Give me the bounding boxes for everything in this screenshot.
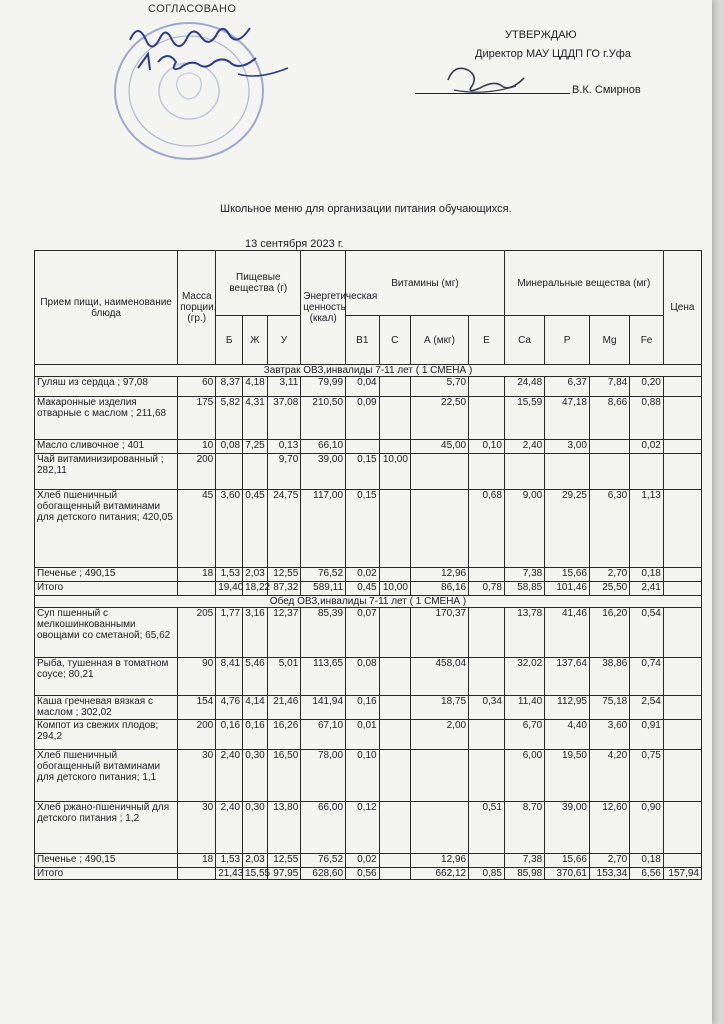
cell-mg: 75,18 — [589, 696, 629, 720]
cell-energy: 78,00 — [301, 750, 346, 802]
col-b1: В1 — [346, 316, 380, 365]
col-meal: Прием пищи, наименование блюда — [35, 251, 178, 365]
cell-price — [663, 582, 701, 596]
cell-c: 10,00 — [379, 582, 410, 596]
cell-a — [410, 490, 468, 568]
cell-mg — [589, 454, 629, 490]
col-b: Б — [216, 316, 243, 365]
cell-e: 0,85 — [469, 868, 505, 880]
table-row — [35, 802, 702, 854]
cell-u: 12,55 — [267, 854, 301, 868]
cell-p: 6,37 — [545, 377, 590, 397]
table-header — [35, 251, 702, 365]
cell-energy: 113,65 — [301, 658, 346, 696]
cell-a: 458,04 — [410, 658, 468, 696]
cell-zh: 0,30 — [243, 802, 268, 854]
col-a: А (мкг) — [410, 316, 468, 365]
cell-b: 2,40 — [216, 750, 243, 802]
cell-zh: 5,46 — [243, 658, 268, 696]
cell-a: 12,96 — [410, 854, 468, 868]
cell-zh — [243, 454, 268, 490]
cell-b1: 0,02 — [346, 568, 380, 582]
cell-mass — [178, 582, 216, 596]
cell-ca: 7,38 — [504, 854, 544, 868]
cell-p: 370,61 — [545, 868, 590, 880]
dish-name: Печенье ; 490,15 — [35, 854, 178, 868]
cell-u: 16,26 — [267, 720, 301, 750]
cell-mass: 200 — [178, 454, 216, 490]
cell-zh: 18,22 — [243, 582, 268, 596]
cell-mg: 25,50 — [589, 582, 629, 596]
cell-mass: 175 — [178, 397, 216, 440]
cell-u: 21,46 — [267, 696, 301, 720]
cell-b: 21,43 — [216, 868, 243, 880]
cell-p: 15,66 — [545, 568, 590, 582]
cell-energy: 628,60 — [301, 868, 346, 880]
cell-b: 5,82 — [216, 397, 243, 440]
cell-price — [663, 440, 701, 454]
cell-u: 3,11 — [267, 377, 301, 397]
col-e: Е — [469, 316, 505, 365]
cell-fe: 0,74 — [630, 658, 664, 696]
cell-fe: 1,13 — [630, 490, 664, 568]
cell-mass: 18 — [178, 854, 216, 868]
cell-mg: 16,20 — [589, 608, 629, 658]
cell-ca — [504, 454, 544, 490]
cell-p: 19,50 — [545, 750, 590, 802]
dish-name: Хлеб ржано-пшеничный для детского питания ; 1,2 — [35, 802, 178, 854]
cell-c — [379, 608, 410, 658]
cell-e — [469, 608, 505, 658]
col-fe: Fe — [630, 316, 664, 365]
cell-b1: 0,09 — [346, 397, 380, 440]
cell-a: 86,16 — [410, 582, 468, 596]
col-mg: Mg — [589, 316, 629, 365]
cell-a — [410, 750, 468, 802]
col-mass: Масса порции, (гр.) — [178, 251, 216, 365]
cell-mg: 2,70 — [589, 568, 629, 582]
cell-energy: 210,50 — [301, 397, 346, 440]
cell-price — [663, 720, 701, 750]
cell-mass — [178, 868, 216, 880]
cell-price — [663, 802, 701, 854]
cell-mg: 2,70 — [589, 854, 629, 868]
cell-b: 8,37 — [216, 377, 243, 397]
cell-ca: 24,48 — [504, 377, 544, 397]
cell-p: 101,46 — [545, 582, 590, 596]
cell-ca: 15,59 — [504, 397, 544, 440]
cell-mg: 12,60 — [589, 802, 629, 854]
cell-b: 1,53 — [216, 854, 243, 868]
cell-u: 87,32 — [267, 582, 301, 596]
cell-a: 22,50 — [410, 397, 468, 440]
cell-b: 8,41 — [216, 658, 243, 696]
cell-e — [469, 454, 505, 490]
cell-e — [469, 377, 505, 397]
table-row — [35, 720, 702, 750]
section-row — [35, 596, 702, 608]
cell-price — [663, 490, 701, 568]
cell-mg: 7,84 — [589, 377, 629, 397]
cell-fe: 0,18 — [630, 854, 664, 868]
cell-zh: 3,16 — [243, 608, 268, 658]
cell-b: 0,16 — [216, 720, 243, 750]
cell-c — [379, 658, 410, 696]
cell-zh: 0,45 — [243, 490, 268, 568]
cell-energy: 589,11 — [301, 582, 346, 596]
cell-e — [469, 658, 505, 696]
dish-name: Суп пшенный с мелкошинкованными овощами со сметаной; 65,62 — [35, 608, 178, 658]
cell-u: 97,95 — [267, 868, 301, 880]
table-row — [35, 696, 702, 720]
cell-c — [379, 490, 410, 568]
cell-c — [379, 750, 410, 802]
cell-c — [379, 802, 410, 854]
dish-name: Рыба, тушенная в томатном соусе; 80,21 — [35, 658, 178, 696]
dish-name: Печенье ; 490,15 — [35, 568, 178, 582]
cell-ca: 9,00 — [504, 490, 544, 568]
cell-fe: 6,56 — [630, 868, 664, 880]
cell-b1: 0,04 — [346, 377, 380, 397]
dish-name: Чай витаминизированный ; 282,11 — [35, 454, 178, 490]
handwritten-signature-agreed — [118, 10, 298, 90]
document-date: 13 сентября 2023 г. — [245, 238, 344, 250]
cell-mg: 6,30 — [589, 490, 629, 568]
cell-a: 12,96 — [410, 568, 468, 582]
section-row — [35, 365, 702, 377]
cell-energy: 39,00 — [301, 454, 346, 490]
col-minerals: Минеральные вещества (мг) — [504, 251, 663, 316]
cell-p: 3,00 — [545, 440, 590, 454]
cell-b1 — [346, 440, 380, 454]
cell-p: 137,64 — [545, 658, 590, 696]
cell-b1: 0,16 — [346, 696, 380, 720]
col-u: У — [267, 316, 301, 365]
menu-table — [34, 250, 702, 880]
cell-fe: 0,02 — [630, 440, 664, 454]
cell-energy: 66,10 — [301, 440, 346, 454]
cell-ca: 6,00 — [504, 750, 544, 802]
cell-p: 29,25 — [545, 490, 590, 568]
cell-e — [469, 568, 505, 582]
cell-ca: 11,40 — [504, 696, 544, 720]
table-row — [35, 440, 702, 454]
cell-e: 0,34 — [469, 696, 505, 720]
cell-a: 5,70 — [410, 377, 468, 397]
cell-b1: 0,56 — [346, 868, 380, 880]
cell-fe: 0,20 — [630, 377, 664, 397]
approve-label: УТВЕРЖДАЮ — [505, 29, 577, 41]
dish-name: Хлеб пшеничный обогащенный витаминами для детского питания; 1,1 — [35, 750, 178, 802]
table-body — [35, 365, 702, 880]
cell-price — [663, 750, 701, 802]
cell-fe: 0,54 — [630, 608, 664, 658]
col-nutrients: Пищевые вещества (г) — [216, 251, 301, 316]
cell-mg: 8,66 — [589, 397, 629, 440]
cell-ca: 6,70 — [504, 720, 544, 750]
col-energy: Энергетическая ценность (ккал) — [301, 251, 346, 365]
table-row — [35, 454, 702, 490]
cell-mass: 45 — [178, 490, 216, 568]
table-row — [35, 582, 702, 596]
cell-u: 12,55 — [267, 568, 301, 582]
cell-b1: 0,02 — [346, 854, 380, 868]
cell-mg: 3,60 — [589, 720, 629, 750]
cell-mass: 90 — [178, 658, 216, 696]
cell-zh: 4,18 — [243, 377, 268, 397]
col-c: С — [379, 316, 410, 365]
cell-ca: 32,02 — [504, 658, 544, 696]
cell-c: 10,00 — [379, 454, 410, 490]
cell-u: 5,01 — [267, 658, 301, 696]
cell-mg: 38,86 — [589, 658, 629, 696]
director-signature — [440, 60, 530, 100]
cell-a: 2,00 — [410, 720, 468, 750]
cell-fe: 0,18 — [630, 568, 664, 582]
section-title: Завтрак ОВЗ,инвалиды 7-11 лет ( 1 СМЕНА ) — [35, 365, 702, 377]
cell-b1: 0,07 — [346, 608, 380, 658]
cell-p: 41,46 — [545, 608, 590, 658]
cell-ca: 2,40 — [504, 440, 544, 454]
cell-u: 24,75 — [267, 490, 301, 568]
cell-b1: 0,15 — [346, 454, 380, 490]
table-row — [35, 658, 702, 696]
dish-name: Гуляш из сердца ; 97,08 — [35, 377, 178, 397]
cell-energy: 141,94 — [301, 696, 346, 720]
cell-price — [663, 854, 701, 868]
cell-price — [663, 608, 701, 658]
document-title: Школьное меню для организации питания обучающихся. — [220, 203, 512, 215]
cell-ca: 8,70 — [504, 802, 544, 854]
cell-e — [469, 750, 505, 802]
table-row — [35, 377, 702, 397]
cell-b1: 0,45 — [346, 582, 380, 596]
cell-c — [379, 720, 410, 750]
cell-zh: 15,55 — [243, 868, 268, 880]
cell-e: 0,68 — [469, 490, 505, 568]
col-zh: Ж — [243, 316, 268, 365]
cell-fe: 0,90 — [630, 802, 664, 854]
cell-energy: 79,99 — [301, 377, 346, 397]
dish-name: Масло сливочное ; 401 — [35, 440, 178, 454]
cell-energy: 76,52 — [301, 568, 346, 582]
cell-p: 47,18 — [545, 397, 590, 440]
cell-e — [469, 397, 505, 440]
cell-c — [379, 868, 410, 880]
cell-zh: 0,30 — [243, 750, 268, 802]
cell-b1: 0,12 — [346, 802, 380, 854]
cell-p: 15,66 — [545, 854, 590, 868]
dish-name: Компот из свежих плодов; 294,2 — [35, 720, 178, 750]
cell-mass: 30 — [178, 802, 216, 854]
cell-b: 1,53 — [216, 568, 243, 582]
cell-a — [410, 802, 468, 854]
table-row — [35, 397, 702, 440]
cell-mass: 10 — [178, 440, 216, 454]
cell-b1: 0,08 — [346, 658, 380, 696]
cell-energy: 66,00 — [301, 802, 346, 854]
dish-name: Итого — [35, 868, 178, 880]
signature-line — [415, 93, 570, 94]
cell-price — [663, 377, 701, 397]
table-row — [35, 868, 702, 880]
cell-ca: 13,78 — [504, 608, 544, 658]
cell-ca: 85,98 — [504, 868, 544, 880]
cell-energy: 76,52 — [301, 854, 346, 868]
cell-fe — [630, 454, 664, 490]
cell-mass: 200 — [178, 720, 216, 750]
cell-u: 9,70 — [267, 454, 301, 490]
cell-b: 0,08 — [216, 440, 243, 454]
cell-fe: 2,54 — [630, 696, 664, 720]
cell-u: 12,37 — [267, 608, 301, 658]
cell-price — [663, 696, 701, 720]
col-vitamins: Витамины (мг) — [346, 251, 505, 316]
cell-energy: 117,00 — [301, 490, 346, 568]
cell-mass: 154 — [178, 696, 216, 720]
cell-fe: 0,75 — [630, 750, 664, 802]
cell-zh: 4,14 — [243, 696, 268, 720]
cell-a: 662,12 — [410, 868, 468, 880]
cell-u: 37,08 — [267, 397, 301, 440]
cell-b: 19,40 — [216, 582, 243, 596]
cell-c — [379, 377, 410, 397]
cell-c — [379, 854, 410, 868]
cell-b: 3,60 — [216, 490, 243, 568]
cell-zh: 7,25 — [243, 440, 268, 454]
table-row — [35, 568, 702, 582]
cell-u: 16,50 — [267, 750, 301, 802]
agreed-label: СОГЛАСОВАНО — [148, 3, 237, 15]
cell-a: 45,00 — [410, 440, 468, 454]
cell-mass: 18 — [178, 568, 216, 582]
cell-a: 170,37 — [410, 608, 468, 658]
cell-b: 2,40 — [216, 802, 243, 854]
cell-mass: 205 — [178, 608, 216, 658]
cell-p: 39,00 — [545, 802, 590, 854]
dish-name: Хлеб пшеничный обогащенный витаминами для детского питания; 420,05 — [35, 490, 178, 568]
cell-price — [663, 454, 701, 490]
cell-fe: 0,88 — [630, 397, 664, 440]
table-row — [35, 490, 702, 568]
dish-name: Макаронные изделия отварные с маслом ; 211,68 — [35, 397, 178, 440]
dish-name: Итого — [35, 582, 178, 596]
cell-b1: 0,01 — [346, 720, 380, 750]
cell-mass: 30 — [178, 750, 216, 802]
cell-c — [379, 397, 410, 440]
cell-ca: 7,38 — [504, 568, 544, 582]
cell-c — [379, 568, 410, 582]
cell-mass: 60 — [178, 377, 216, 397]
cell-energy: 67,10 — [301, 720, 346, 750]
col-ca: Ca — [504, 316, 544, 365]
cell-price — [663, 397, 701, 440]
cell-zh: 0,16 — [243, 720, 268, 750]
cell-b1: 0,15 — [346, 490, 380, 568]
table-row — [35, 854, 702, 868]
cell-a — [410, 454, 468, 490]
cell-c — [379, 440, 410, 454]
cell-b: 4,76 — [216, 696, 243, 720]
cell-energy: 85,39 — [301, 608, 346, 658]
cell-u: 13,80 — [267, 802, 301, 854]
cell-b1: 0,10 — [346, 750, 380, 802]
table-row — [35, 750, 702, 802]
cell-e — [469, 720, 505, 750]
cell-mg: 153,34 — [589, 868, 629, 880]
cell-fe: 0,91 — [630, 720, 664, 750]
cell-e: 0,78 — [469, 582, 505, 596]
cell-zh: 4,31 — [243, 397, 268, 440]
cell-e — [469, 854, 505, 868]
cell-ca: 58,85 — [504, 582, 544, 596]
cell-c — [379, 696, 410, 720]
cell-p: 112,95 — [545, 696, 590, 720]
col-price: Цена — [663, 251, 701, 365]
cell-mg: 4,20 — [589, 750, 629, 802]
director-title: Директор МАУ ЦДДП ГО г.Уфа — [475, 48, 631, 60]
table-row — [35, 608, 702, 658]
cell-u: 0,13 — [267, 440, 301, 454]
cell-zh: 2,03 — [243, 568, 268, 582]
cell-mg — [589, 440, 629, 454]
cell-fe: 2,41 — [630, 582, 664, 596]
dish-name: Каша гречневая вязкая с маслом ; 302,02 — [35, 696, 178, 720]
cell-e: 0,10 — [469, 440, 505, 454]
cell-price — [663, 568, 701, 582]
cell-price — [663, 658, 701, 696]
cell-e: 0,51 — [469, 802, 505, 854]
cell-a: 18,75 — [410, 696, 468, 720]
col-p: P — [545, 316, 590, 365]
cell-p — [545, 454, 590, 490]
cell-p: 4,40 — [545, 720, 590, 750]
cell-zh: 2,03 — [243, 854, 268, 868]
cell-b: 1,77 — [216, 608, 243, 658]
cell-price: 157,94 — [663, 868, 701, 880]
section-title: Обед ОВЗ,инвалиды 7-11 лет ( 1 СМЕНА ) — [35, 596, 702, 608]
director-name: В.К. Смирнов — [572, 84, 641, 96]
cell-b — [216, 454, 243, 490]
